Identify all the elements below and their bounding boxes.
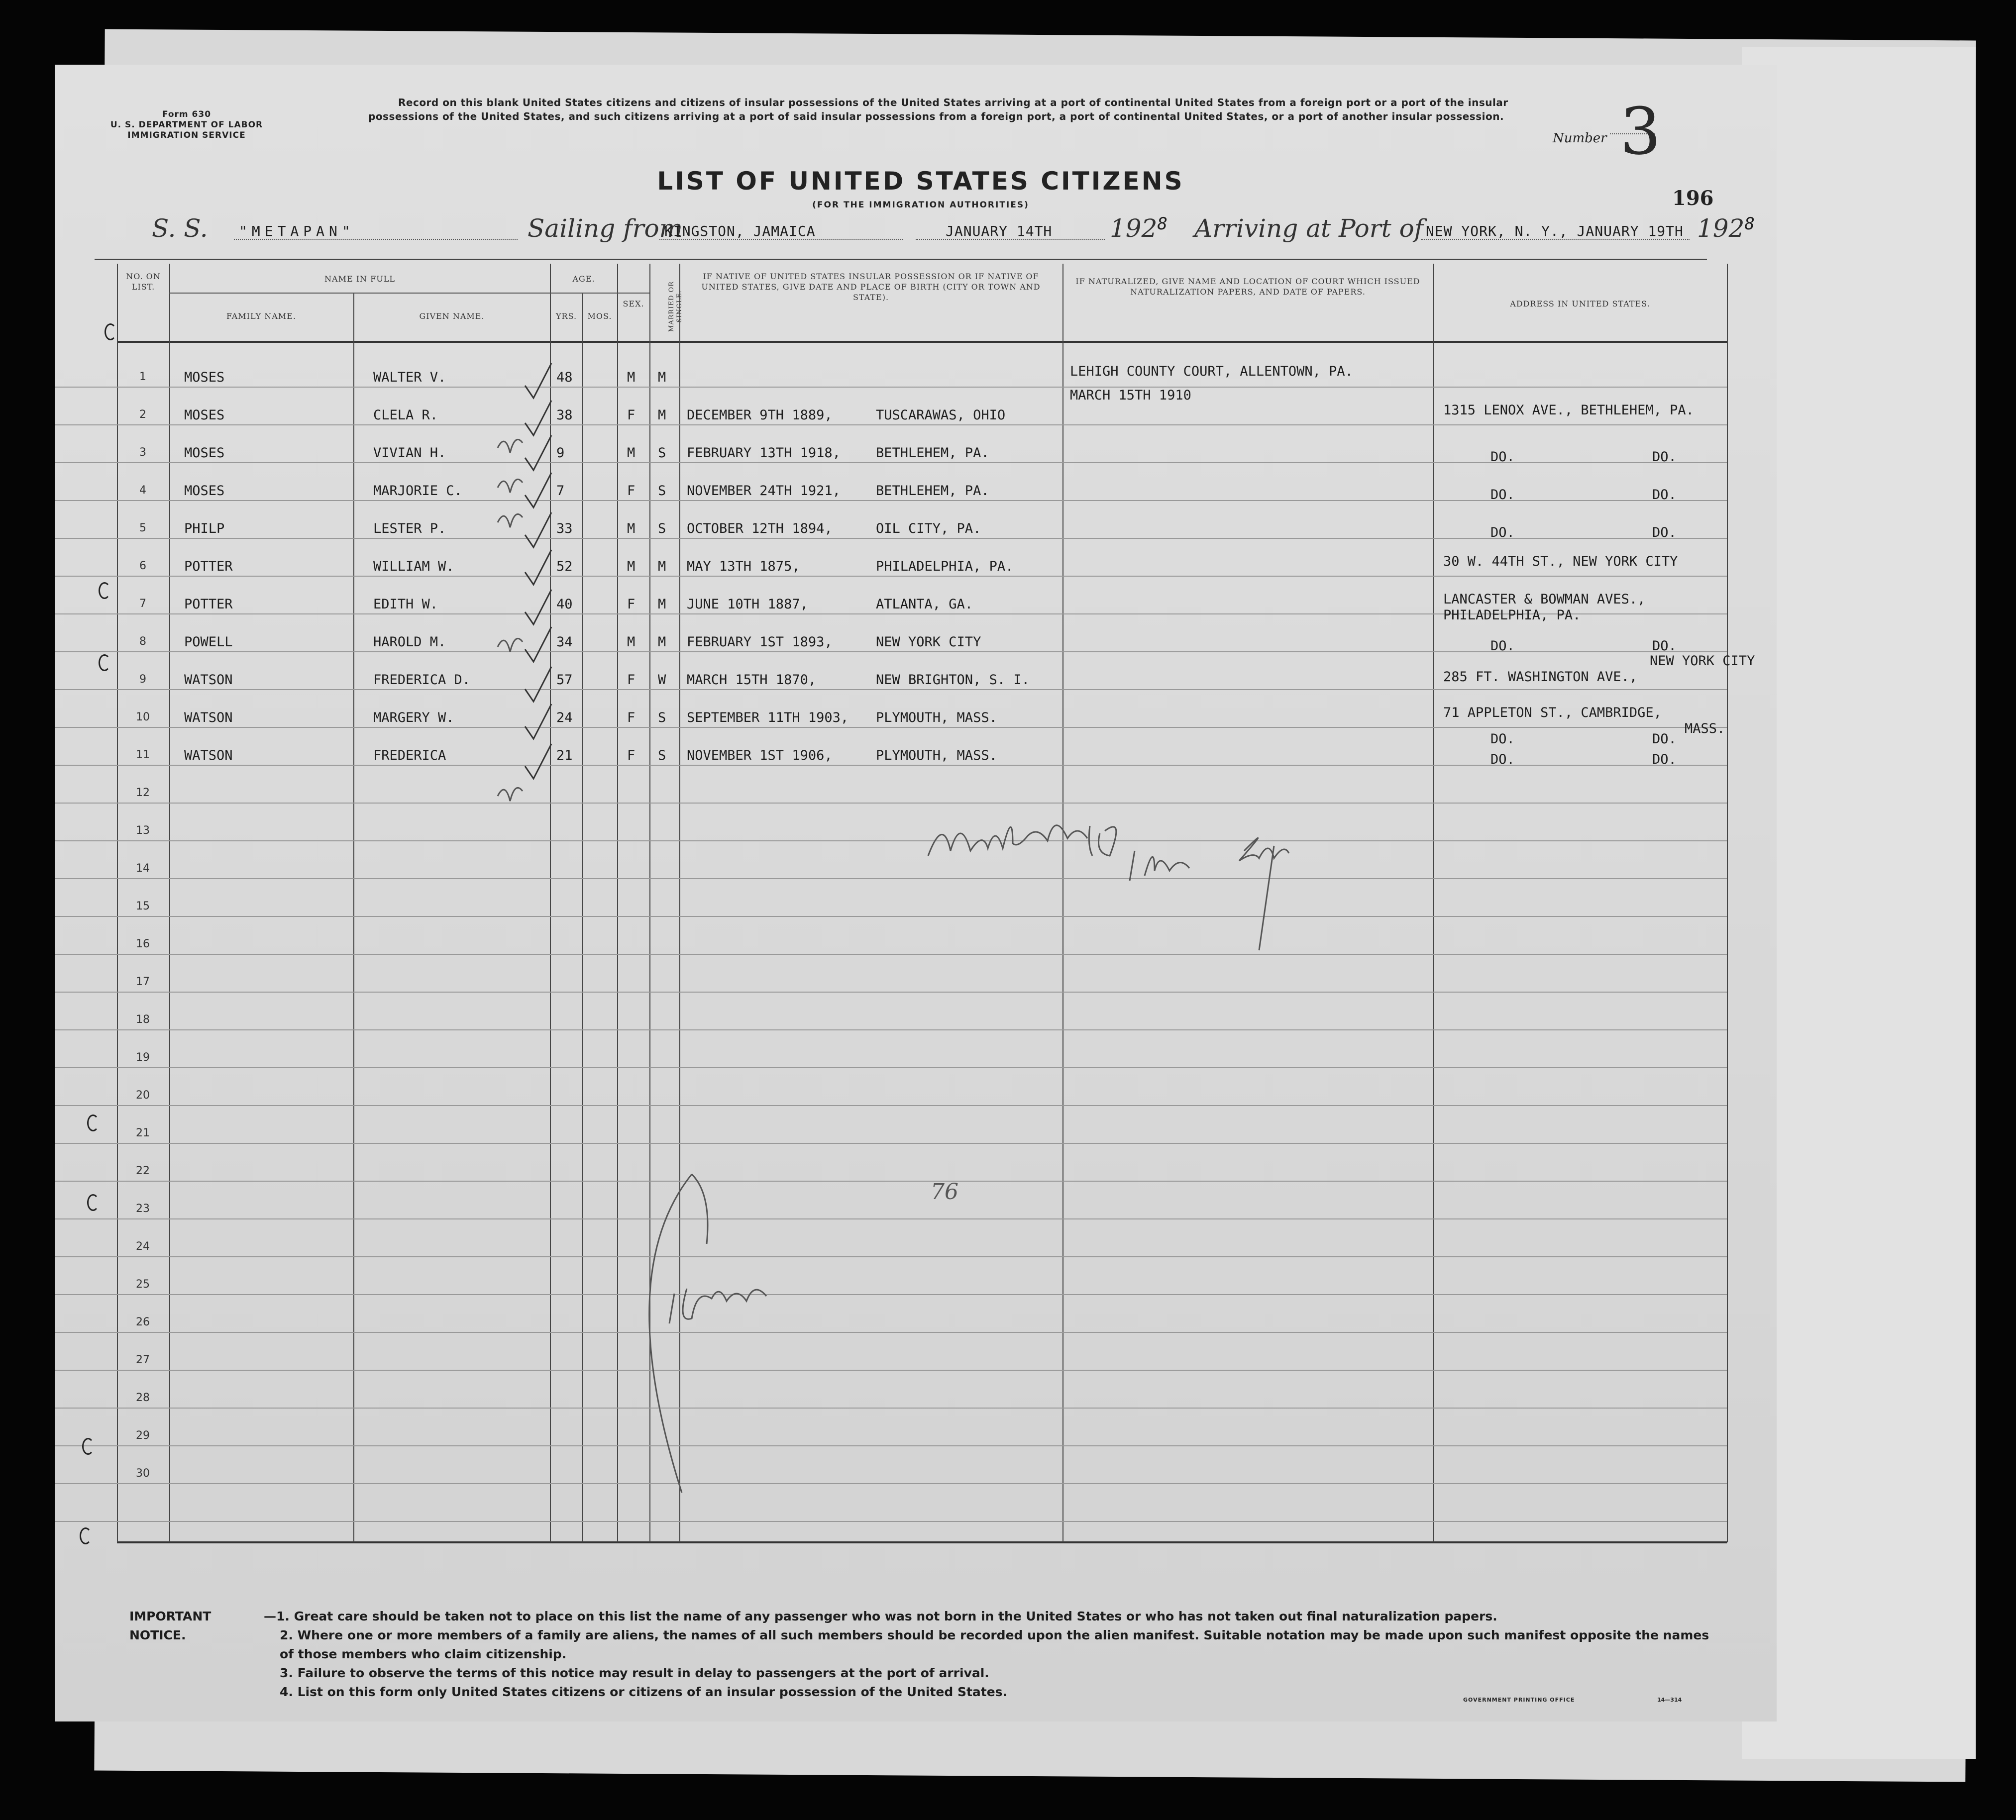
- printer-code: 14—314: [1657, 1697, 1682, 1703]
- underlying-sheet-edge: [1742, 47, 1976, 1759]
- manifest-sheet: [55, 65, 1777, 1721]
- row-number: 20: [136, 1089, 150, 1102]
- row-number: 16: [136, 938, 150, 950]
- ruled-line: [55, 576, 1727, 577]
- row-number: 14: [136, 862, 150, 875]
- row-number: 4: [139, 484, 146, 497]
- notice-item-4: 4. List on this form only United States citizens or citizens of an insular possession of the United States.: [280, 1685, 1008, 1699]
- notice-label: IMPORTANT NOTICE.: [129, 1609, 212, 1642]
- address-extra-do-1: DO.: [1490, 731, 1515, 747]
- naturalization-court: LEHIGH COUNTY COURT, ALLENTOWN, PA.: [1070, 364, 1353, 379]
- ruled-line: [55, 954, 1727, 955]
- given-name: LESTER P.: [373, 521, 446, 536]
- address: 30 W. 44TH ST., NEW YORK CITY: [1443, 554, 1678, 569]
- form-id-block: [105, 109, 269, 141]
- punch-hole: [105, 323, 116, 340]
- ruled-line: [55, 538, 1727, 539]
- service-name: IMMIGRATION SERVICE: [127, 130, 246, 140]
- family-name: PHILP: [184, 521, 225, 536]
- family-name: MOSES: [184, 445, 225, 461]
- marital-status: M: [658, 370, 666, 385]
- ruled-line: [55, 1256, 1727, 1257]
- age-years: 33: [556, 521, 573, 536]
- address-continued: 285 FT. WASHINGTON AVE.,: [1443, 669, 1638, 685]
- sex: F: [627, 672, 636, 688]
- col-header-address: ADDRESS IN UNITED STATES.: [1510, 299, 1650, 308]
- sex: F: [627, 748, 636, 763]
- punch-hole: [87, 1194, 99, 1211]
- row-number: 7: [139, 598, 146, 610]
- age-years: 40: [556, 597, 573, 612]
- ruled-line: [55, 1521, 1727, 1522]
- row-number: 17: [136, 976, 150, 988]
- ruled-line: [55, 803, 1727, 804]
- birth-date: JUNE 10TH 1887,: [687, 597, 808, 612]
- row-number: 3: [139, 446, 146, 459]
- notice-item-1: —1. Great care should be taken not to place on this list the name of any passenger who was not born in the United States or who has not taken out final naturalization papers.: [264, 1609, 1497, 1623]
- sex: M: [627, 445, 636, 461]
- marital-status: M: [658, 559, 666, 574]
- given-name: FREDERICA D.: [373, 672, 471, 688]
- marital-status: W: [658, 672, 666, 688]
- ruled-line: [55, 1332, 1727, 1333]
- number-label: Number: [1553, 131, 1607, 146]
- address: DO.: [1490, 487, 1515, 503]
- col-divider: [582, 294, 583, 1542]
- handwritten-number: 76: [931, 1179, 958, 1205]
- birth-place: PHILADELPHIA, PA.: [876, 559, 1014, 574]
- family-name: MOSES: [184, 483, 225, 499]
- birth-place: NEW BRIGHTON, S. I.: [876, 672, 1030, 688]
- col-divider: [353, 294, 354, 1542]
- page-title: LIST OF UNITED STATES CITIZENS: [657, 167, 1184, 196]
- address-continued: DO.: [1652, 487, 1677, 503]
- birth-date: OCTOBER 12TH 1894,: [687, 521, 833, 536]
- row-number: 27: [136, 1354, 150, 1366]
- row-number: 24: [136, 1240, 150, 1253]
- row-number: 5: [139, 522, 146, 534]
- address: LANCASTER & BOWMAN AVES.,: [1443, 592, 1646, 607]
- col-header-naturalized: IF NATURALIZED, GIVE NAME AND LOCATION OF COURT WHICH ISSUED NATURALIZATION PAPERS, AND DATE OF PAPERS.: [1075, 277, 1420, 297]
- handwritten-signature: [921, 806, 1468, 985]
- given-name: CLELA R.: [373, 407, 438, 423]
- birth-date: NOVEMBER 1ST 1906,: [687, 748, 833, 763]
- row-number: 21: [136, 1127, 150, 1139]
- address-continued: DO.: [1652, 525, 1677, 540]
- marital-status: S: [658, 521, 666, 536]
- ruled-line: [55, 765, 1727, 766]
- ruled-line: [55, 1143, 1727, 1144]
- col-header-no: NO. ON LIST.: [126, 272, 161, 292]
- address-continued: MASS.: [1685, 721, 1725, 736]
- punch-hole: [80, 1527, 92, 1544]
- col-header-birth: IF NATIVE OF UNITED STATES INSULAR POSSESSION OR IF NATIVE OF UNITED STATES, GIVE DATE AND PLACE OF BIRTH (CITY OR TOWN AND STATE).: [701, 272, 1041, 302]
- col-divider: [1727, 264, 1728, 1542]
- notice-item-3: 3. Failure to observe the terms of this notice may result in delay to passengers at the port of arrival.: [280, 1666, 989, 1680]
- address-continued: DO.: [1652, 638, 1677, 654]
- printer-name: GOVERNMENT PRINTING OFFICE: [1463, 1697, 1575, 1703]
- ruled-line: [55, 500, 1727, 501]
- address: DO.: [1490, 752, 1515, 767]
- form-number: Form 630: [162, 109, 212, 119]
- ruled-line: [55, 727, 1727, 728]
- col-divider: [617, 264, 618, 1542]
- ruled-line: [55, 651, 1727, 652]
- address-continued: DO.: [1652, 752, 1677, 767]
- marital-status: S: [658, 748, 666, 763]
- row-number: 9: [139, 673, 146, 686]
- address-extra-do-2: DO.: [1652, 731, 1677, 747]
- family-name: POWELL: [184, 634, 233, 650]
- address-continued: PHILADELPHIA, PA.: [1443, 607, 1581, 623]
- ruled-line: [55, 1067, 1727, 1068]
- naturalization-date: MARCH 15TH 1910: [1070, 388, 1191, 403]
- sex: F: [627, 597, 636, 612]
- marital-status: M: [658, 634, 666, 650]
- row-number: 6: [139, 560, 146, 572]
- form-instructions: Record on this blank United States citizens and citizens of insular possessions of the United States arriving at a port of continental United States from a foreign port or a port of the insular possessions of the United States, and such citizens arriving at a port of said insular possessions from a foreign port, a port of continental United States, or a port of another insular possession.: [368, 97, 1508, 122]
- given-name: FREDERICA: [373, 748, 446, 763]
- address: DO.: [1490, 638, 1515, 654]
- sex: M: [627, 370, 636, 385]
- birth-place: BETHLEHEM, PA.: [876, 445, 989, 461]
- punch-hole: [99, 582, 110, 599]
- age-years: 57: [556, 672, 573, 688]
- arriving-label: Arriving at Port of: [1194, 214, 1424, 243]
- col-header-sex: SEX.: [623, 299, 644, 308]
- row-number: 26: [136, 1316, 150, 1328]
- row-number: 22: [136, 1165, 150, 1177]
- row-number: 15: [136, 900, 150, 912]
- given-name: EDITH W.: [373, 597, 438, 612]
- family-name: POTTER: [184, 597, 233, 612]
- family-name: POTTER: [184, 559, 233, 574]
- sex: M: [627, 559, 636, 574]
- address: DO.: [1490, 449, 1515, 465]
- sailing-from: KINGSTON, JAMAICA: [664, 223, 816, 239]
- col-divider: [169, 264, 170, 1542]
- arriving-port: NEW YORK, N. Y., JANUARY 19TH: [1426, 223, 1684, 239]
- age-years: 21: [556, 748, 573, 763]
- department-name: U. S. DEPARTMENT OF LABOR: [110, 120, 263, 130]
- birth-date: FEBRUARY 13TH 1918,: [687, 445, 841, 461]
- given-name: MARJORIE C.: [373, 483, 462, 499]
- header-bottom-border: [117, 341, 1727, 343]
- ruled-line: [55, 1294, 1727, 1295]
- given-name: WILLIAM W.: [373, 559, 454, 574]
- row-number: 30: [136, 1467, 150, 1480]
- age-years: 24: [556, 710, 573, 725]
- birth-date: SEPTEMBER 11TH 1903,: [687, 710, 849, 725]
- birth-place: TUSCARAWAS, OHIO: [876, 407, 1006, 423]
- ruled-line: [55, 1218, 1727, 1219]
- header-sub-divider: [169, 293, 649, 294]
- ruled-line: [55, 1370, 1727, 1371]
- age-years: 34: [556, 634, 573, 650]
- col-header-married: MARRIED OR SINGLE.: [668, 281, 683, 332]
- ruled-line: [55, 1408, 1727, 1409]
- birth-date: DECEMBER 9TH 1889,: [687, 407, 833, 423]
- ruled-line: [55, 387, 1727, 388]
- ruled-line: [55, 1445, 1727, 1446]
- row-number: 10: [136, 711, 150, 723]
- punch-hole: [87, 1114, 99, 1131]
- col-header-mos: MOS.: [587, 311, 612, 321]
- birth-place: ATLANTA, GA.: [876, 597, 973, 612]
- arriving-year-digit: 8: [1744, 214, 1755, 234]
- ship-name: "METAPAN": [239, 223, 355, 239]
- row-number: 23: [136, 1203, 150, 1215]
- col-header-age: AGE.: [572, 274, 595, 284]
- given-name: HAROLD M.: [373, 634, 446, 650]
- address: NEW YORK CITY: [1650, 653, 1755, 669]
- birth-place: PLYMOUTH, MASS.: [876, 710, 997, 725]
- year-prefix: 192: [1110, 214, 1158, 243]
- given-name: WALTER V.: [373, 370, 446, 385]
- family-name: WATSON: [184, 672, 233, 688]
- age-years: 7: [556, 483, 565, 499]
- sex: F: [627, 710, 636, 725]
- sailing-label: Sailing from: [528, 214, 683, 243]
- given-name: MARGERY W.: [373, 710, 454, 725]
- year-prefix-2: 192: [1697, 214, 1745, 243]
- birth-date: NOVEMBER 24TH 1921,: [687, 483, 841, 499]
- ruled-line: [55, 424, 1727, 425]
- family-name: WATSON: [184, 710, 233, 725]
- list-number-block: [1553, 94, 1722, 169]
- marital-status: M: [658, 407, 666, 423]
- birth-place: PLYMOUTH, MASS.: [876, 748, 997, 763]
- sex: F: [627, 407, 636, 423]
- birth-date: MARCH 15TH 1870,: [687, 672, 817, 688]
- birth-place: BETHLEHEM, PA.: [876, 483, 989, 499]
- ruled-line: [55, 689, 1727, 690]
- ruled-line: [55, 1483, 1727, 1484]
- row-number: 2: [139, 408, 146, 421]
- row-number: 12: [136, 787, 150, 799]
- given-name: VIVIAN H.: [373, 445, 446, 461]
- handwritten-side-note: [627, 1164, 806, 1503]
- number-value: 3: [1620, 94, 1661, 169]
- row-number: 19: [136, 1051, 150, 1064]
- sex: M: [627, 634, 636, 650]
- ruled-line: [55, 992, 1727, 993]
- ruled-line: [55, 1181, 1727, 1182]
- col-header-name-in-full: NAME IN FULL: [324, 274, 395, 284]
- row-number: 28: [136, 1392, 150, 1404]
- marital-status: M: [658, 597, 666, 612]
- birth-date: FEBRUARY 1ST 1893,: [687, 634, 833, 650]
- row-number: 1: [139, 371, 146, 383]
- table-bottom-border: [117, 1541, 1727, 1543]
- notice-item-2: 2. Where one or more members of a family are aliens, the names of all such members should be recorded upon the alien manifest. Suitable notation may be made upon such manifest opposite the names of those members who claim citizenship.: [280, 1628, 1709, 1661]
- col-header-yrs: YRS.: [555, 311, 577, 321]
- address: 71 APPLETON ST., CAMBRIDGE,: [1443, 705, 1662, 720]
- punch-hole: [99, 654, 110, 671]
- row-number: 29: [136, 1429, 150, 1442]
- col-header-family-name: FAMILY NAME.: [226, 311, 296, 321]
- handwritten-ticks: [488, 378, 557, 816]
- marital-status: S: [658, 483, 666, 499]
- ruled-line: [55, 1029, 1727, 1030]
- row-number: 8: [139, 635, 146, 648]
- address: DO.: [1490, 525, 1515, 540]
- birth-place: OIL CITY, PA.: [876, 521, 981, 536]
- row-number: 18: [136, 1013, 150, 1026]
- age-years: 48: [556, 370, 573, 385]
- birth-place: NEW YORK CITY: [876, 634, 981, 650]
- address: 1315 LENOX AVE., BETHLEHEM, PA.: [1443, 403, 1694, 418]
- marital-status: S: [658, 710, 666, 725]
- arriving-year: [1697, 214, 1755, 243]
- ss-label: S. S.: [152, 214, 208, 243]
- sex: M: [627, 521, 636, 536]
- age-years: 9: [556, 445, 565, 461]
- row-number: 13: [136, 824, 150, 837]
- notice-list: [264, 1607, 1722, 1702]
- age-years: 38: [556, 407, 573, 423]
- sex: F: [627, 483, 636, 499]
- sailing-year: [1110, 214, 1168, 243]
- ruled-line: [55, 916, 1727, 917]
- ruled-line: [55, 840, 1727, 841]
- ruled-line: [55, 1105, 1727, 1106]
- page-subtitle: (FOR THE IMMIGRATION AUTHORITIES): [812, 200, 1029, 210]
- col-header-given-name: GIVEN NAME.: [419, 311, 485, 321]
- row-number: 11: [136, 749, 150, 761]
- family-name: WATSON: [184, 748, 233, 763]
- address-continued: DO.: [1652, 449, 1677, 465]
- table-top-border: [95, 259, 1707, 260]
- ruled-line: [55, 462, 1727, 463]
- family-name: MOSES: [184, 407, 225, 423]
- marital-status: S: [658, 445, 666, 461]
- birth-date: MAY 13TH 1875,: [687, 559, 800, 574]
- sailing-year-digit: 8: [1157, 214, 1168, 234]
- family-name: MOSES: [184, 370, 225, 385]
- page-number: 196: [1672, 187, 1714, 210]
- sailing-date: JANUARY 14TH: [946, 223, 1053, 239]
- punch-hole: [82, 1438, 94, 1455]
- row-number: 25: [136, 1278, 150, 1291]
- col-divider: [117, 264, 118, 1542]
- ruled-line: [55, 878, 1727, 879]
- age-years: 52: [556, 559, 573, 574]
